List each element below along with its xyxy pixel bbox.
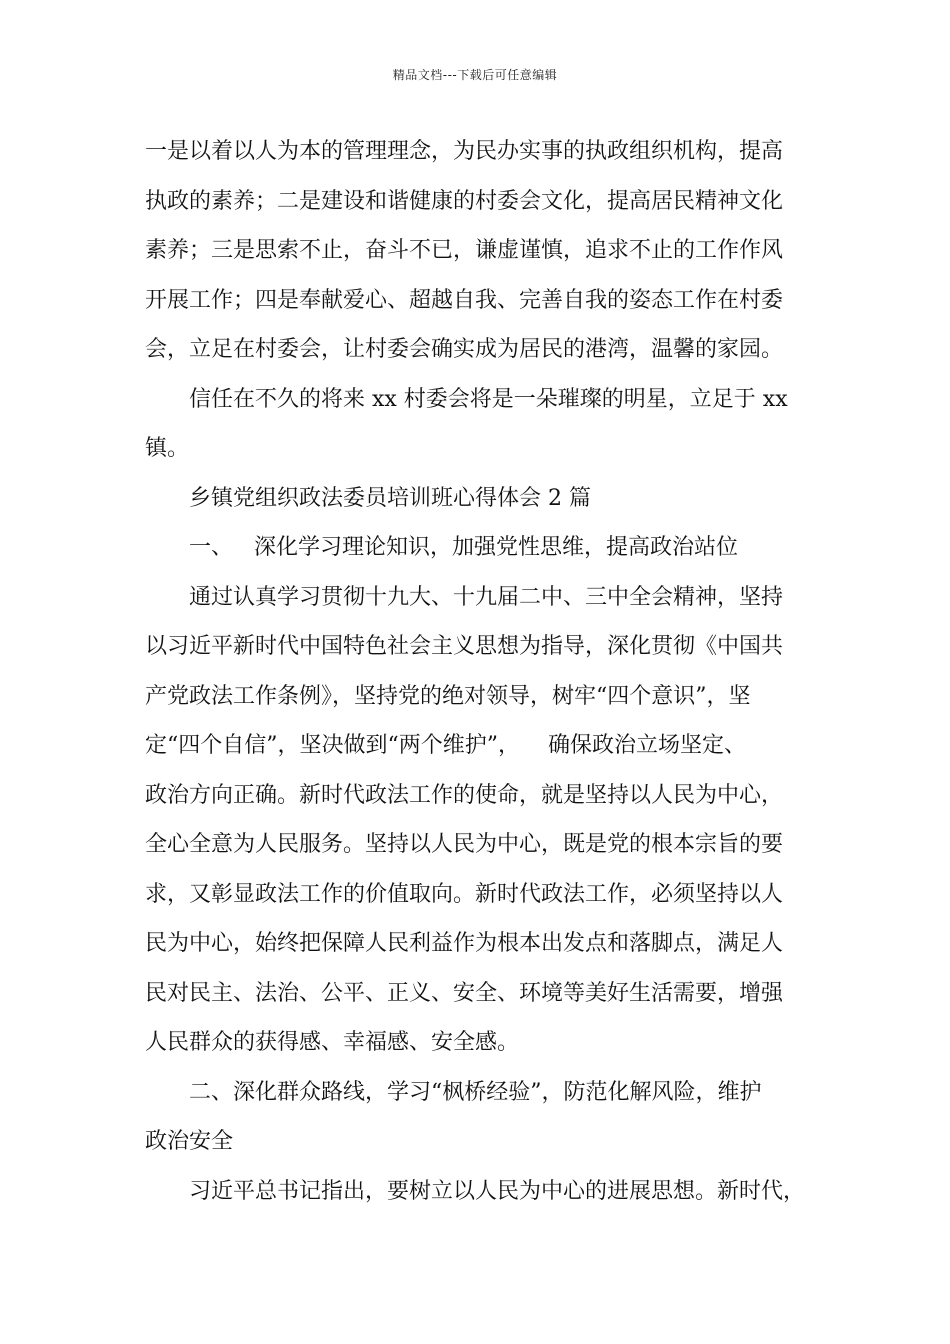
text-line: 习近平总书记指出，要树立以人民为中心的进展思想。新时代， (189, 1178, 806, 1204)
text-line: 民为中心，始终把保障人民利益作为根本出发点和落脚点，满足人 (145, 931, 784, 956)
text-line: 民对民主、法治、公平、正义、安全、环境等美好生活需要，增强 (145, 980, 784, 1006)
section-heading-continued: 政治安全 (145, 1129, 234, 1154)
section-heading: 一、 深化学习理论知识，加强党性思维，提高政治站位 (189, 535, 738, 560)
section-heading: 二、深化群众路线，学习“枫桥经验”，防范化解风险，维护 (189, 1079, 762, 1105)
text-line: 产党政法工作条例》，坚持党的绝对领导，树牢“四个意识”，坚 (145, 683, 751, 709)
page-header: 精品文档---下载后可任意编辑 (392, 68, 558, 82)
text-line: 镇。 (145, 436, 190, 461)
text-line: 通过认真学习贯彻十九大、十九届二中、三中全会精神，坚持 (189, 584, 784, 610)
text-line: 会，立足在村委会，让村委会确实成为居民的港湾，温馨的家园。 (145, 337, 784, 362)
text-line: 政治方向正确。新时代政法工作的使命，就是坚持以人民为中心， (145, 782, 784, 808)
text-line: 执政的素养；二是建设和谐健康的村委会文化，提高居民精神文化 (145, 188, 784, 214)
text-line: 定“四个自信”，坚决做到“两个维护”， 确保政治立场坚定、 (145, 733, 746, 758)
text-line: 全心全意为人民服务。坚持以人民为中心，既是党的根本宗旨的要 (145, 832, 784, 857)
text-line: 信任在不久的将来 xx 村委会将是一朵璀璨的明星，立足于 xx (189, 386, 788, 412)
text-line: 求，又彰显政法工作的价值取向。新时代政法工作，必须坚持以人 (145, 881, 784, 907)
text-line: 素养；三是思索不止，奋斗不已，谦虚谨慎，追求不止的工作作风 (145, 238, 784, 263)
section-title: 乡镇党组织政法委员培训班心得体会 2 篇 (189, 485, 591, 511)
text-line: 以习近平新时代中国特色社会主义思想为指导，深化贯彻《中国共 (145, 634, 784, 659)
text-line: 一是以着以人为本的管理理念，为民办实事的执政组织机构，提高 (145, 139, 784, 164)
text-line: 开展工作；四是奉献爱心、超越自我、完善自我的姿态工作在村委 (145, 287, 784, 313)
document-body (145, 127, 810, 1216)
text-line: 人民群众的获得感、幸福感、安全感。 (145, 1030, 520, 1055)
